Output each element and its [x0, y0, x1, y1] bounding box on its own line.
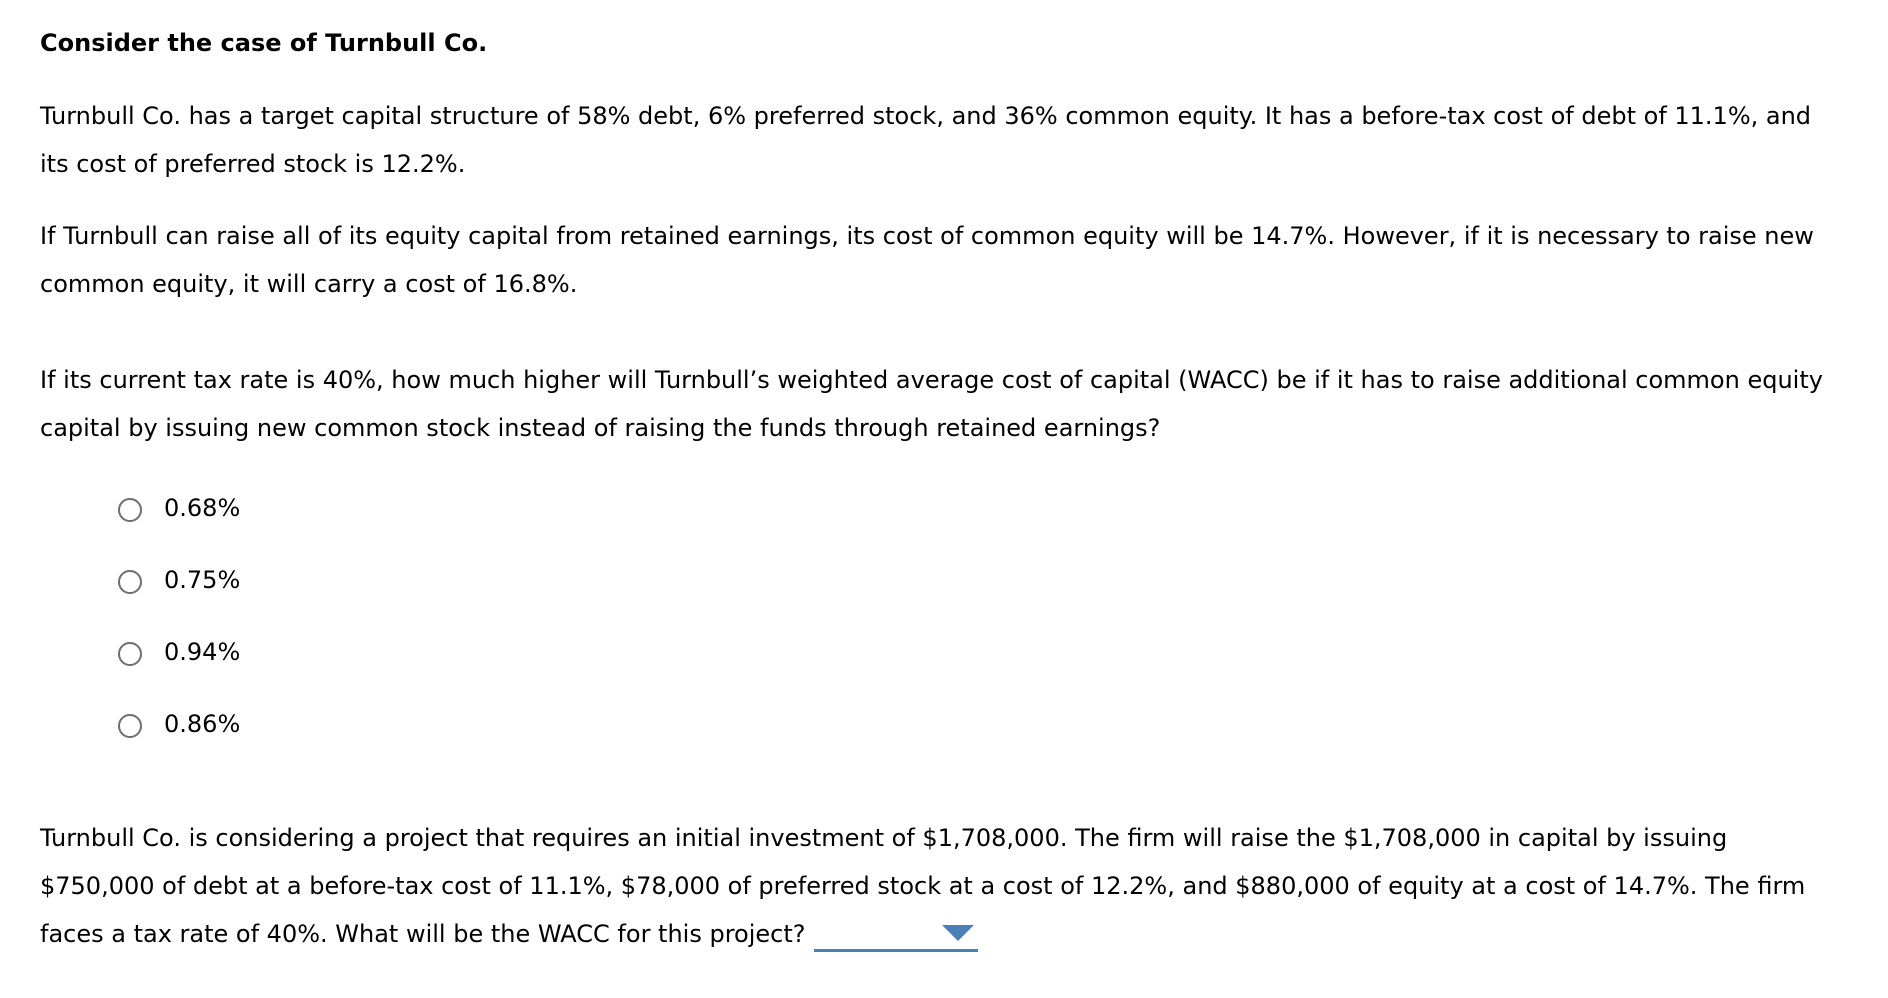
question-line: Turnbull Co. is considering a project that requires an initial investment of $1,708,000. The firm will raise the $1,708,000 in capital by issuing — [40, 824, 1728, 852]
answer-option-label[interactable]: 0.75% — [164, 566, 241, 594]
equity-cost-paragraph — [40, 212, 1870, 308]
question-line: $750,000 of debt at a before-tax cost of 11.1%, $78,000 of preferred stock at a cost of 12.2%, and $880,000 of equity at a cost of 14.7%. The firm — [40, 872, 1806, 900]
paragraph-line: its cost of preferred stock is 12.2%. — [40, 150, 466, 178]
answer-option-label[interactable]: 0.86% — [164, 710, 241, 738]
question-line: If its current tax rate is 40%, how much higher will Turnbull’s weighted average cost of capital (WACC) be if it has to raise additional common equity — [40, 366, 1823, 394]
caret-down-icon[interactable] — [942, 925, 974, 941]
radio-button[interactable] — [118, 714, 142, 738]
answer-option[interactable] — [118, 562, 240, 634]
wacc-answer-dropdown[interactable] — [814, 915, 978, 952]
page-title: Consider the case of Turnbull Co. — [40, 29, 488, 57]
paragraph-line: common equity, it will carry a cost of 16.8%. — [40, 270, 578, 298]
answer-option[interactable] — [118, 706, 240, 778]
radio-button[interactable] — [118, 498, 142, 522]
answer-option-label[interactable]: 0.94% — [164, 638, 241, 666]
answer-options — [118, 490, 240, 778]
radio-button[interactable] — [118, 570, 142, 594]
radio-button[interactable] — [118, 642, 142, 666]
question-line: capital by issuing new common stock instead of raising the funds through retained earnings? — [40, 414, 1161, 442]
answer-option[interactable] — [118, 634, 240, 706]
answer-option[interactable] — [118, 490, 240, 562]
capital-structure-paragraph — [40, 92, 1870, 188]
question-line-text: faces a tax rate of 40%. What will be the WACC for this project? — [40, 920, 806, 948]
paragraph-line: Turnbull Co. has a target capital structure of 58% debt, 6% preferred stock, and 36% common equity. It has a before-tax cost of debt of 11.1%, and — [40, 102, 1812, 130]
answer-option-label[interactable]: 0.68% — [164, 494, 241, 522]
question-1-text — [40, 356, 1870, 452]
question-2-text — [40, 814, 1870, 958]
question-line — [40, 910, 1870, 958]
paragraph-line: If Turnbull can raise all of its equity capital from retained earnings, its cost of common equity will be 14.7%. However, if it is necessary to raise new — [40, 222, 1814, 250]
